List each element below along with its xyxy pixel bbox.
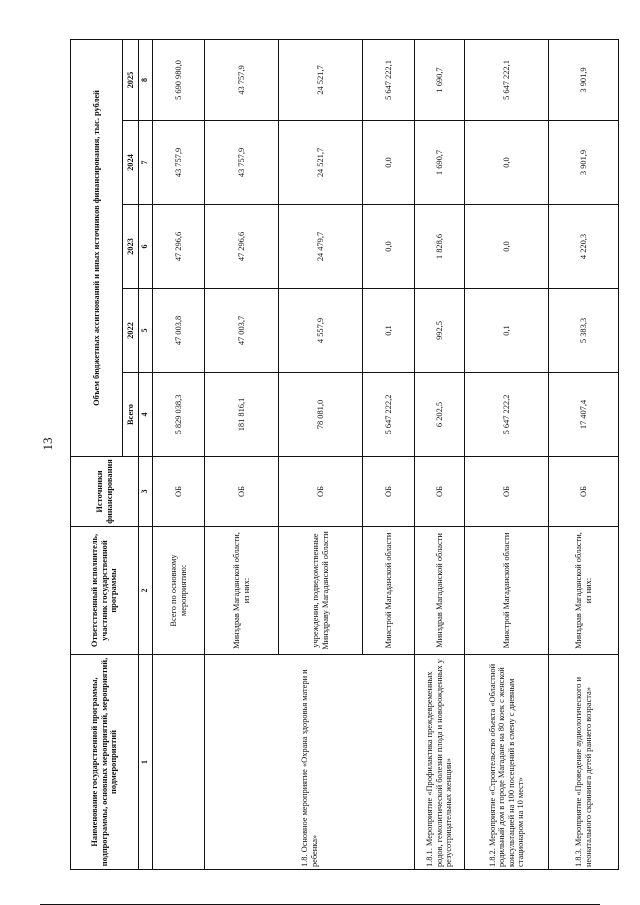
row-responsible: Минстрой Магаданской области (465, 527, 549, 655)
table-row (465, 39, 549, 869)
col-index: 2 (139, 527, 153, 655)
row-2024: 24 521,7 (279, 121, 363, 205)
row-responsible: Минздрав Магаданской области, из них: (205, 527, 279, 655)
row-2025: 5 647 222,1 (465, 39, 549, 120)
table-row (549, 39, 619, 869)
row-total: 5 647 222,2 (363, 373, 415, 457)
row-responsible: Всего по основному мероприятию: (153, 527, 205, 655)
col-index: 1 (139, 655, 153, 870)
row-name: 1.8.3. Мероприятие «Проведение аудиологического и неонатального скрининга детей раннего возраста» (549, 655, 619, 870)
row-source: ОБ (205, 457, 279, 527)
table-row (205, 39, 279, 869)
row-source: ОБ (415, 457, 465, 527)
row-2022: 5 383,3 (549, 289, 619, 373)
row-2023: 24 479,7 (279, 205, 363, 289)
col-index: 4 (139, 373, 153, 457)
header-total: Всего (123, 373, 139, 457)
header-name: Наименование государственной программы, подпрограммы, основных мероприятий, мероприятий, подмероприятий (71, 655, 139, 870)
row-2022: 0,1 (363, 289, 415, 373)
row-2022: 0,1 (465, 289, 549, 373)
col-index: 8 (139, 39, 153, 120)
row-2025: 5 690 980,0 (153, 39, 205, 120)
header-2024: 2024 (123, 121, 139, 205)
header-row (71, 39, 123, 869)
row-2025: 24 521,7 (279, 39, 363, 120)
row-responsible: учреждения, подведомственные Минздраву Магаданской области (279, 527, 363, 655)
row-2025: 1 690,7 (415, 39, 465, 120)
row-name: 1.8. Основное мероприятие «Охрана здоровья матери и ребенка» (205, 655, 415, 870)
column-index-row (139, 39, 153, 869)
row-2022: 47 003,7 (205, 289, 279, 373)
row-source: ОБ (153, 457, 205, 527)
row-2023: 0,0 (363, 205, 415, 289)
header-responsible: Ответственный исполнитель, участник государственной программы (71, 527, 139, 655)
row-2022: 992,5 (415, 289, 465, 373)
row-name: 1.8.2. Мероприятие «Строительство объекта «Областной родильный дом в городе Магадане на 80 коек с женской консультацией на 100 посещений в смену с дневным стационаром на 10 мест» (465, 655, 549, 870)
col-index: 7 (139, 121, 153, 205)
row-2024: 0,0 (465, 121, 549, 205)
col-index: 3 (139, 457, 153, 527)
row-total: 5 829 038,3 (153, 373, 205, 457)
row-responsible: Минздрав Магаданской области, из них: (549, 527, 619, 655)
row-total: 78 081,0 (279, 373, 363, 457)
row-total: 6 202,5 (415, 373, 465, 457)
funding-table (70, 39, 619, 870)
row-2023: 0,0 (465, 205, 549, 289)
row-source: ОБ (549, 457, 619, 527)
header-2023: 2023 (123, 205, 139, 289)
header-source: Источники финансирования (71, 457, 139, 527)
rotated-table-wrapper (70, 40, 618, 870)
header-2025: 2025 (123, 39, 139, 120)
row-2023: 47 296,6 (205, 205, 279, 289)
row-responsible: Минздрав Магаданской области (415, 527, 465, 655)
row-total: 17 407,4 (549, 373, 619, 457)
row-total: 5 647 222,2 (465, 373, 549, 457)
row-2024: 43 757,9 (205, 121, 279, 205)
row-name (153, 655, 205, 870)
row-2023: 4 220,3 (549, 205, 619, 289)
page-number: 13 (40, 437, 55, 451)
col-index: 6 (139, 205, 153, 289)
row-2022: 4 557,9 (279, 289, 363, 373)
row-source: ОБ (279, 457, 363, 527)
row-2022: 47 003,8 (153, 289, 205, 373)
row-2024: 0,0 (363, 121, 415, 205)
row-2025: 43 757,9 (205, 39, 279, 120)
row-2024: 43 757,9 (153, 121, 205, 205)
header-2022: 2022 (123, 289, 139, 373)
row-name: 1.8.1. Мероприятие «Профилактика преждевременных родов, гемолитической болезни плода и новорожденных у резусотрицательных женщин» (415, 655, 465, 870)
row-source: ОБ (465, 457, 549, 527)
row-total: 181 816,1 (205, 373, 279, 457)
header-funding: Объем бюджетных ассигнований и иных источников финансирования, тыс. рублей (71, 39, 123, 456)
row-2023: 1 828,6 (415, 205, 465, 289)
row-2023: 47 296,6 (153, 205, 205, 289)
row-source: ОБ (363, 457, 415, 527)
row-2025: 3 901,9 (549, 39, 619, 120)
row-2024: 1 690,7 (415, 121, 465, 205)
table-row (153, 39, 205, 869)
table-row (415, 39, 465, 869)
col-index: 5 (139, 289, 153, 373)
row-2024: 3 901,9 (549, 121, 619, 205)
row-2025: 5 647 222,1 (363, 39, 415, 120)
row-responsible: Минстрой Магаданской области (363, 527, 415, 655)
